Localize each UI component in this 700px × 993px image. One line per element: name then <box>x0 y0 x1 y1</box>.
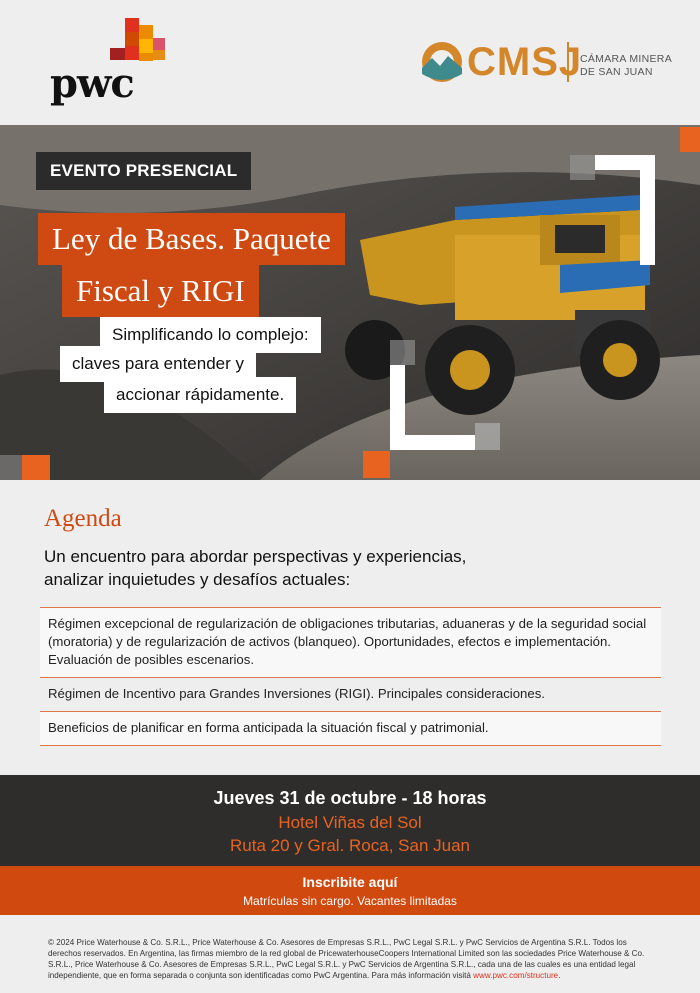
event-subtitle-line2: claves para entender y <box>60 346 256 382</box>
legal-text-end: . <box>558 971 561 980</box>
event-date: Jueves 31 de octubre - 18 horas <box>213 788 487 808</box>
agenda-intro <box>44 545 654 591</box>
cmsj-subtitle-line2: DE SAN JUAN <box>580 66 653 78</box>
register-button-label[interactable]: Inscribite aquí <box>302 874 398 890</box>
cmsj-subtitle-line1: CÁMARA MINERA <box>580 53 672 65</box>
structure-link[interactable]: www.pwc.com/structure <box>473 971 559 980</box>
legal-footer <box>48 937 658 981</box>
agenda-item: Régimen excepcional de regularización de obligaciones tributarias, aduaneras y de la seguridad social (moratoria) y de regularización de activos (blanqueo). Oportunidades, efectos e implementación. Evaluación de posibles escenarios. <box>40 607 661 677</box>
event-title-line2: Fiscal y RIGI <box>62 265 259 317</box>
event-subtitle-line1: Simplificando lo complejo: <box>100 317 321 353</box>
event-address: Ruta 20 y Gral. Roca, San Juan <box>229 836 471 855</box>
event-title-line1: Ley de Bases. Paquete <box>38 213 345 265</box>
event-details-band <box>0 775 700 866</box>
agenda-item: Régimen de Incentivo para Grandes Inversiones (RIGI). Principales consideraciones. <box>40 677 661 711</box>
pwc-wordmark: pwc <box>50 60 134 107</box>
legal-text: © 2024 Price Waterhouse & Co. S.R.L., Price Waterhouse & Co. Asesores de Empresas S.R.L., PwC Legal S.R.L. y PwC Servicios de Argentina S.R.L. Todos los derechos reservados. En Argentina, las firmas miembro de la red global de PricewaterhouseCoopers International Limited son las sociedades Price Waterhouse & Co. S.R.L., Price Waterhouse & Co. Asesores de Empresas S.R.L., PwC Legal S.R.L. y PwC Servicios de Argentina S.R.L., cada una de las cuales es una entidad legal independiente, que en forma separada o conjunta son identificadas como PwC Argentina. Para más información visitá <box>48 938 645 980</box>
event-venue: Hotel Viñas del Sol <box>278 813 422 832</box>
agenda-intro-line1: Un encuentro para abordar perspectivas y experiencias, <box>44 547 467 566</box>
agenda-intro-line2: analizar inquietudes y desafíos actuales: <box>44 570 351 589</box>
event-subtitle-line3: accionar rápidamente. <box>104 377 296 413</box>
register-button[interactable] <box>0 866 700 915</box>
agenda-list <box>40 607 661 746</box>
event-type-tag: EVENTO PRESENCIAL <box>36 152 251 190</box>
agenda-heading: Agenda <box>44 505 122 532</box>
cmsj-wordmark: CMSJ <box>467 40 583 84</box>
register-note: Matrículas sin cargo. Vacantes limitadas <box>243 894 457 908</box>
agenda-item: Beneficios de planificar en forma anticipada la situación fiscal y patrimonial. <box>40 711 661 746</box>
